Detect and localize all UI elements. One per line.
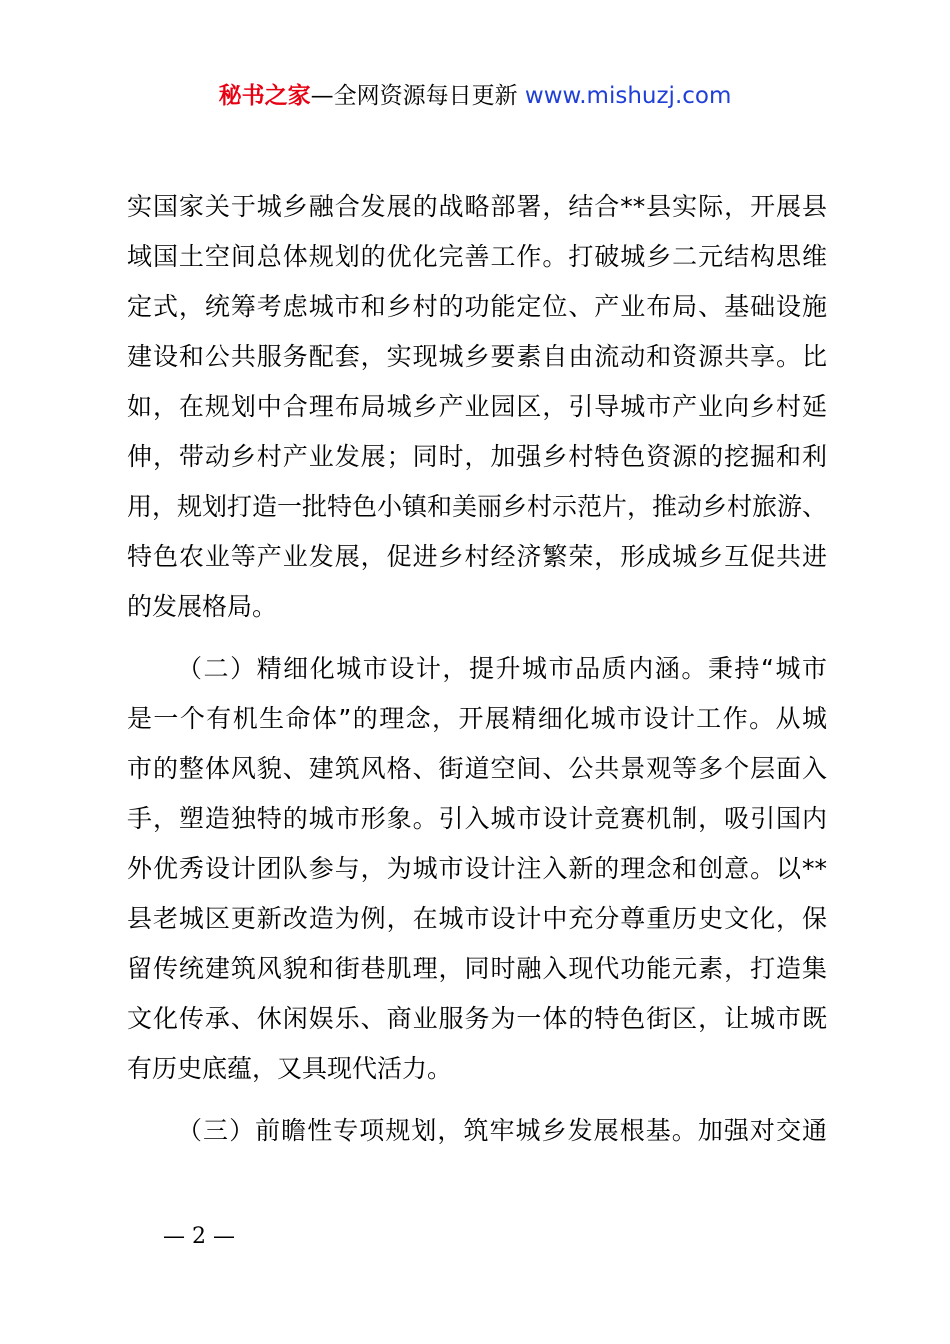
- text-line: 外优秀设计团队参与，为城市设计注入新的理念和创意。以**: [127, 854, 827, 883]
- site-header: [0, 80, 950, 112]
- text-line: 有历史底蕴，又具现代活力。: [127, 1054, 453, 1083]
- paragraph-1: [127, 182, 827, 632]
- text-line: 手，塑造独特的城市形象。引入城市设计竞赛机制，吸引国内: [127, 804, 827, 833]
- text-line: （三）前瞻性专项规划，筑牢城乡发展根基。加强对交通: [177, 1116, 827, 1145]
- paragraph-gap: [127, 1094, 827, 1106]
- paragraph-3: [127, 1106, 827, 1156]
- site-url-link[interactable]: www.mishuzj.com: [524, 83, 732, 109]
- text-line: 实国家关于城乡融合发展的战略部署，结合**县实际，开展县: [127, 192, 827, 221]
- text-line: 是一个有机生命体”的理念，开展精细化城市设计工作。从城: [127, 704, 827, 733]
- text-line: 伸，带动乡村产业发展；同时，加强乡村特色资源的挖掘和利: [127, 442, 827, 471]
- document-body: [127, 182, 827, 1156]
- paragraph-2: [127, 644, 827, 1094]
- text-line: 市的整体风貌、建筑风格、街道空间、公共景观等多个层面入: [127, 754, 827, 783]
- site-name: 秘书之家: [218, 83, 311, 109]
- text-line: 定式，统筹考虑城市和乡村的功能定位、产业布局、基础设施: [127, 292, 827, 321]
- text-line: 建设和公共服务配套，实现城乡要素自由流动和资源共享。比: [127, 342, 827, 371]
- text-line: 如，在规划中合理布局城乡产业园区，引导城市产业向乡村延: [127, 392, 827, 421]
- text-line: 留传统建筑风貌和街巷肌理，同时融入现代功能元素，打造集: [127, 954, 827, 983]
- paragraph-gap: [127, 632, 827, 644]
- text-line: 用，规划打造一批特色小镇和美丽乡村示范片，推动乡村旅游、: [127, 492, 828, 521]
- text-line: 特色农业等产业发展，促进乡村经济繁荣，形成城乡互促共进: [127, 542, 827, 571]
- text-line: （二）精细化城市设计，提升城市品质内涵。秉持“城市: [177, 654, 827, 683]
- page-number: — 2 —: [163, 1224, 235, 1249]
- site-slogan: —全网资源每日更新: [310, 83, 518, 109]
- text-line: 县老城区更新改造为例，在城市设计中充分尊重历史文化，保: [127, 904, 827, 933]
- text-line: 的发展格局。: [127, 592, 278, 621]
- text-line: 域国土空间总体规划的优化完善工作。打破城乡二元结构思维: [127, 242, 827, 271]
- text-line: 文化传承、休闲娱乐、商业服务为一体的特色街区，让城市既: [127, 1004, 827, 1033]
